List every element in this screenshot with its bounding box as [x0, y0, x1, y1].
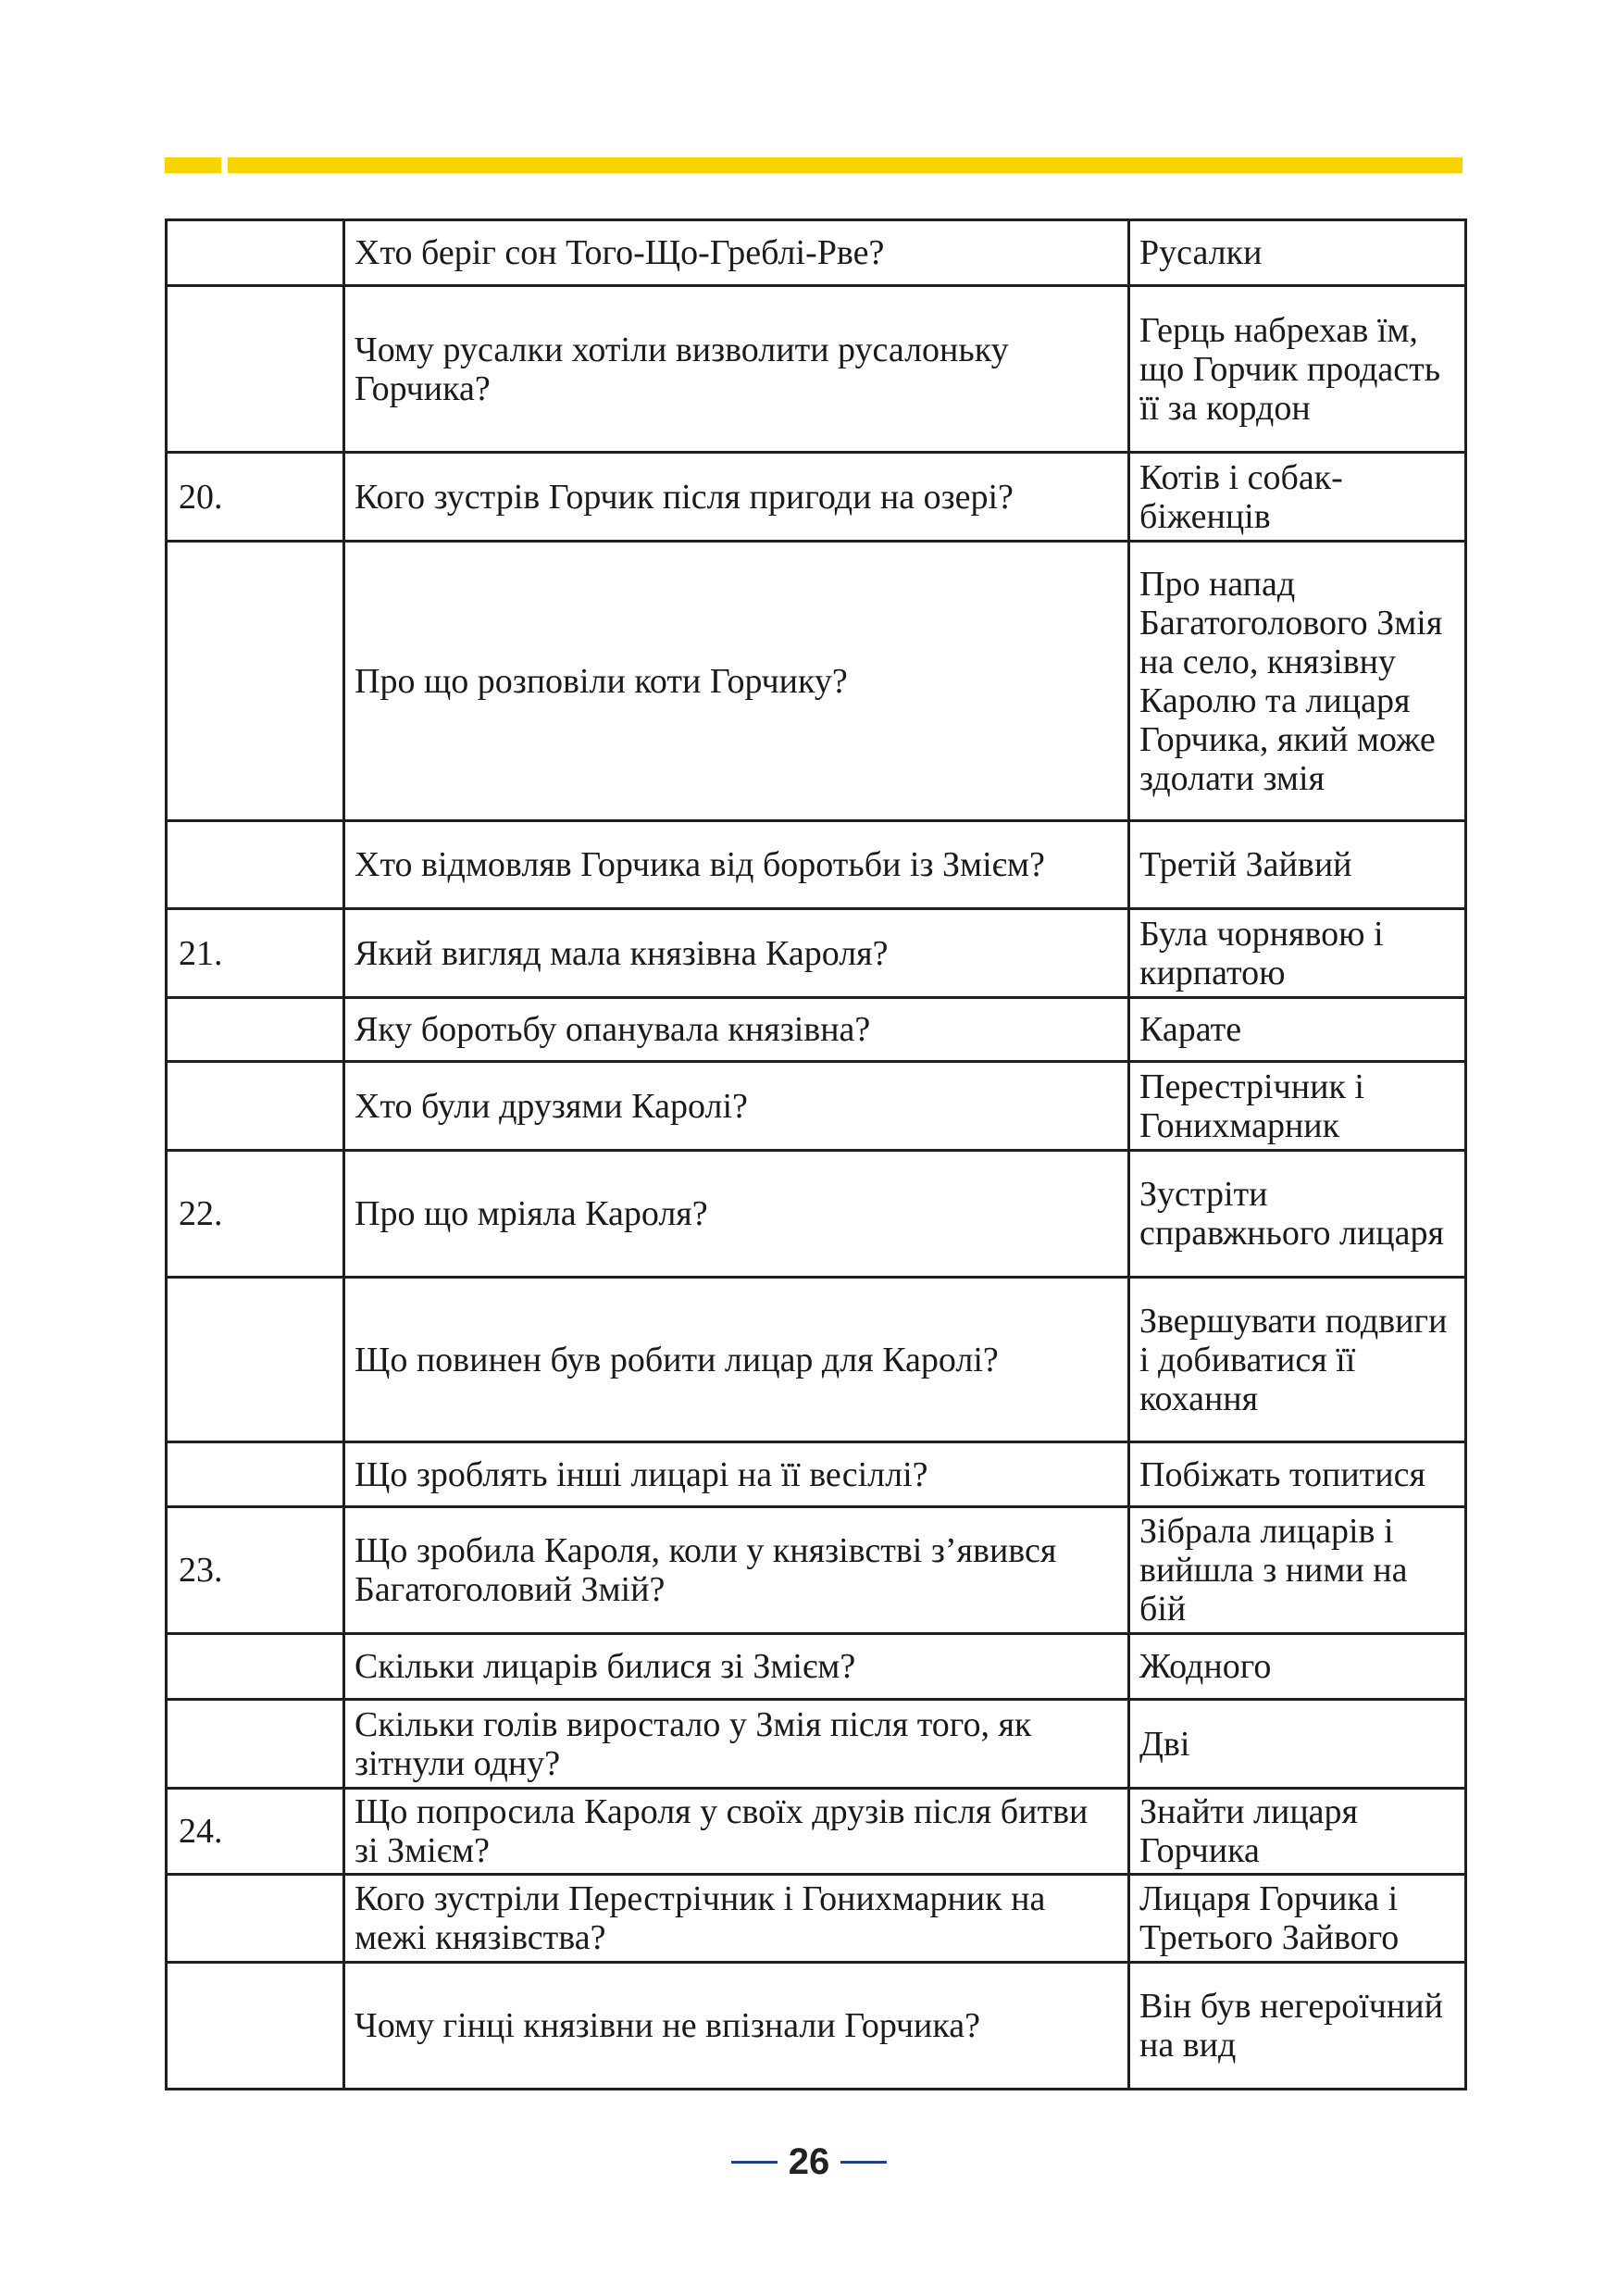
answer-cell: Карате	[1129, 998, 1466, 1062]
answer-cell: Зібрала лицарів і вийшла з ними на бій	[1129, 1507, 1466, 1634]
table-row	[167, 998, 1466, 1062]
answer-cell: Побіжать топитися	[1129, 1442, 1466, 1507]
answer-cell: Він був негероїчний на вид	[1129, 1963, 1466, 2090]
row-number-cell	[167, 1634, 344, 1700]
table-row	[167, 220, 1466, 286]
page-number: 26	[788, 2140, 830, 2182]
row-number-cell: 21.	[167, 909, 344, 998]
row-number-cell	[167, 1442, 344, 1507]
header-accent-bar-short	[165, 157, 221, 173]
question-cell: Чому гінці князівни не впізнали Горчика?	[344, 1963, 1129, 2090]
row-number-cell	[167, 1278, 344, 1442]
question-cell: Чому русалки хотіли визволити русалоньку Горчика?	[344, 286, 1129, 453]
row-number-cell	[167, 220, 344, 286]
answer-cell: Котів і собак-біженців	[1129, 453, 1466, 542]
question-cell: Яку боротьбу опанувала князівна?	[344, 998, 1129, 1062]
table-row	[167, 909, 1466, 998]
table-row	[167, 821, 1466, 909]
table-row	[167, 453, 1466, 542]
answer-cell: Перестрічник і Гонихмарник	[1129, 1062, 1466, 1151]
row-number-cell: 20.	[167, 453, 344, 542]
table-row	[167, 1278, 1466, 1442]
question-cell: Що зробила Кароля, коли у князівстві з’явився Багатоголовий Змій?	[344, 1507, 1129, 1634]
row-number-cell: 23.	[167, 1507, 344, 1634]
answer-cell: Третій Зайвий	[1129, 821, 1466, 909]
row-number-cell	[167, 286, 344, 453]
row-number-cell	[167, 998, 344, 1062]
table-row	[167, 1442, 1466, 1507]
table-row	[167, 1789, 1466, 1875]
table-row	[167, 542, 1466, 821]
answer-cell: Звершувати подвиги і добиватися її кохання	[1129, 1278, 1466, 1442]
row-number-cell: 24.	[167, 1789, 344, 1875]
question-cell: Який вигляд мала князівна Кароля?	[344, 909, 1129, 998]
question-cell: Що попросила Кароля у своїх друзів після битви зі Змієм?	[344, 1789, 1129, 1875]
answer-cell: Лицаря Горчика і Третього Зайвого	[1129, 1875, 1466, 1963]
row-number-cell: 22.	[167, 1151, 344, 1278]
page-footer	[0, 2139, 1618, 2185]
row-number-cell	[167, 1875, 344, 1963]
question-cell: Скільки лицарів билися зі Змієм?	[344, 1634, 1129, 1700]
answer-cell: Була чорнявою і кирпатою	[1129, 909, 1466, 998]
table-row	[167, 286, 1466, 453]
footer-dash-right	[840, 2161, 887, 2164]
footer-dash-left	[731, 2161, 778, 2164]
row-number-cell	[167, 1062, 344, 1151]
question-cell: Кого зустрів Горчик після пригоди на озері?	[344, 453, 1129, 542]
answer-cell: Герць набрехав їм, що Горчик продасть її за кордон	[1129, 286, 1466, 453]
answer-cell: Зустріти справжнього лицаря	[1129, 1151, 1466, 1278]
table-row	[167, 1963, 1466, 2090]
question-cell: Що зроблять інші лицарі на її весіллі?	[344, 1442, 1129, 1507]
row-number-cell	[167, 542, 344, 821]
table-row	[167, 1875, 1466, 1963]
question-cell: Про що мріяла Кароля?	[344, 1151, 1129, 1278]
table-row	[167, 1700, 1466, 1789]
table-row	[167, 1151, 1466, 1278]
table-row	[167, 1062, 1466, 1151]
header-accent-bar-long	[228, 157, 1462, 173]
row-number-cell	[167, 1963, 344, 2090]
question-cell: Скільки голів виростало у Змія після того, як зітнули одну?	[344, 1700, 1129, 1789]
question-cell: Хто були друзями Каролі?	[344, 1062, 1129, 1151]
question-cell: Що повинен був робити лицар для Каролі?	[344, 1278, 1129, 1442]
answer-cell: Жодного	[1129, 1634, 1466, 1700]
row-number-cell	[167, 1700, 344, 1789]
answer-cell: Знайти лицаря Горчика	[1129, 1789, 1466, 1875]
question-cell: Хто беріг сон Того-Що-Греблі-Рве?	[344, 220, 1129, 286]
question-cell: Кого зустріли Перестрічник і Гонихмарник на межі князівства?	[344, 1875, 1129, 1963]
row-number-cell	[167, 821, 344, 909]
table-row	[167, 1634, 1466, 1700]
quiz-table	[165, 218, 1467, 2090]
table-row	[167, 1507, 1466, 1634]
answer-cell: Про напад Багатоголового Змія на село, князівну Каролю та лицаря Горчика, який може здолати змія	[1129, 542, 1466, 821]
question-cell: Про що розповіли коти Горчику?	[344, 542, 1129, 821]
answer-cell: Дві	[1129, 1700, 1466, 1789]
answer-cell: Русалки	[1129, 220, 1466, 286]
question-cell: Хто відмовляв Горчика від боротьби із Змієм?	[344, 821, 1129, 909]
